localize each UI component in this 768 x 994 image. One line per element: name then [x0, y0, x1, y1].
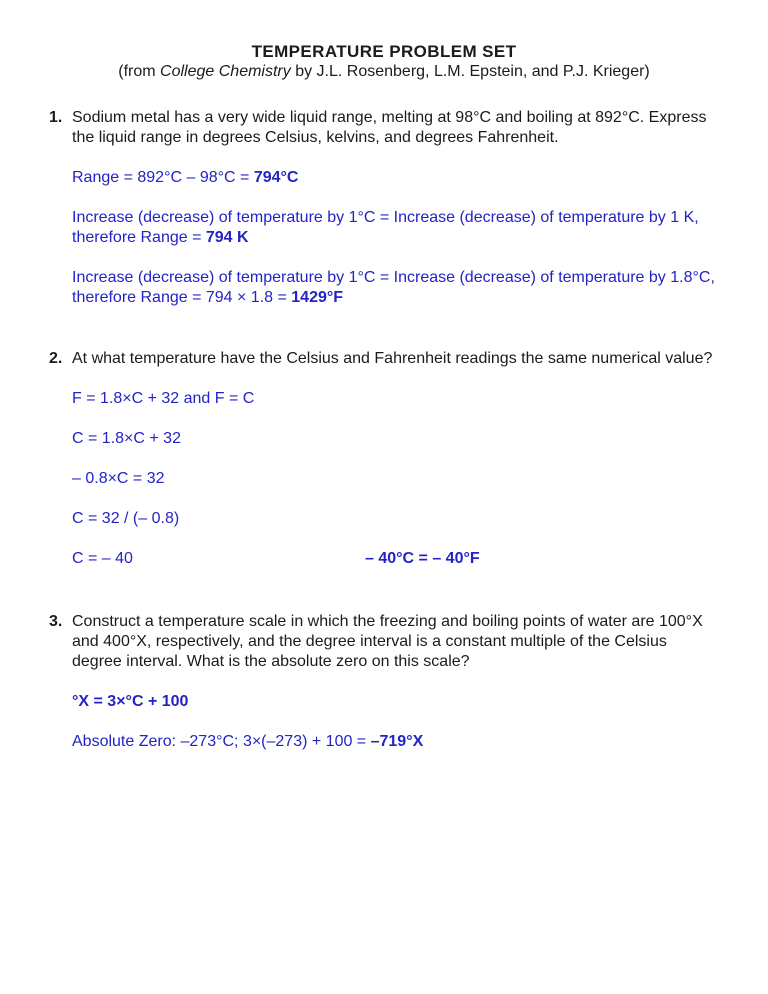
- problem-2-step-2: [72, 429, 717, 449]
- answer-text: C = – 40: [72, 550, 133, 567]
- problem-3-number: 3.: [49, 613, 63, 630]
- page-subtitle: [0, 62, 768, 82]
- answer-text: F = 1.8×C + 32 and F = C: [72, 390, 255, 407]
- problem-1-answer-1: [72, 168, 717, 188]
- problem-2: [0, 349, 768, 569]
- problem-1-answer-3: [72, 268, 717, 308]
- subtitle-prefix: (from: [118, 63, 161, 80]
- answer-result: –719°X: [370, 733, 424, 750]
- answer-result: 794 K: [205, 229, 249, 246]
- problem-2-step-4: [72, 509, 717, 529]
- answer-text: – 0.8×C = 32: [72, 470, 165, 487]
- problem-2-step-1: [72, 389, 717, 409]
- problem-1-body: [72, 108, 717, 308]
- problem-2-question: At what temperature have the Celsius and Fahrenheit readings the same numerical value?: [72, 350, 713, 367]
- problem-3: [0, 612, 768, 752]
- problem-2-body: [72, 349, 717, 569]
- problem-3-answer-2: [72, 732, 717, 752]
- answer-result: – 40°C = – 40°F: [365, 550, 480, 567]
- answer-text: C = 1.8×C + 32: [72, 430, 181, 447]
- problem-2-step-5: [72, 549, 717, 569]
- answer-result: 1429°F: [291, 289, 344, 306]
- answer-text: C = 32 / (– 0.8): [72, 510, 180, 527]
- answer-text: Increase (decrease) of temperature by 1°C = Increase (decrease) of temperature by 1 K, therefore Range =: [72, 209, 699, 246]
- problem-3-body: [72, 612, 717, 752]
- answer-text: Range = 892°C – 98°C =: [72, 169, 254, 186]
- problem-3-question: Construct a temperature scale in which the freezing and boiling points of water are 100°X and 400°X, respectively, and the degree interval is a constant multiple of the Celsius degree interval. What is the absolute zero on this scale?: [72, 613, 703, 670]
- answer-result: 794°C: [253, 169, 299, 186]
- problem-1: [0, 108, 768, 308]
- problem-1-answer-2: [72, 208, 717, 248]
- answer-text: Absolute Zero: –273°C; 3×(–273) + 100 =: [72, 733, 371, 750]
- problem-1-question: Sodium metal has a very wide liquid range, melting at 98°C and boiling at 892°C. Express the liquid range in degrees Celsius, kelvins, and degrees Fahrenheit.: [72, 109, 707, 146]
- answer-result: °X = 3×°C + 100: [72, 693, 189, 710]
- problem-1-number: 1.: [49, 109, 63, 126]
- problem-2-step-3: [72, 469, 717, 489]
- answer-text: Increase (decrease) of temperature by 1°C = Increase (decrease) of temperature by 1.8°C, therefore Range = 794 × 1.8 =: [72, 269, 715, 306]
- problem-3-answer-1: [72, 692, 717, 712]
- page-title: TEMPERATURE PROBLEM SET: [251, 42, 517, 61]
- subtitle-book-title: College Chemistry: [160, 63, 291, 80]
- subtitle-suffix: by J.L. Rosenberg, L.M. Epstein, and P.J. Krieger): [290, 63, 650, 80]
- problem-2-number: 2.: [49, 350, 63, 367]
